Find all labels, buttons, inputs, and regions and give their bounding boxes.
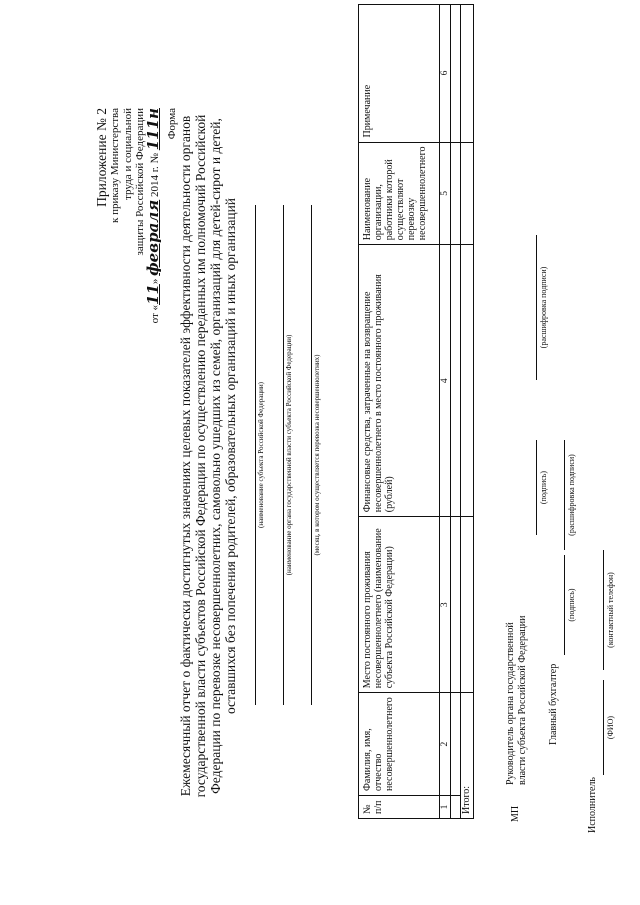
executor-label: Исполнитель [587,777,598,833]
table-row [451,4,461,818]
appendix-line-3: защиты Российской Федерации [134,108,146,256]
form-label: Форма [166,108,178,140]
accountant-label: Главный бухгалтер [548,663,559,745]
month-line [311,205,312,705]
head-decoding-line[interactable] [536,235,537,380]
appendix-block [94,108,179,368]
head-label-1: Руководитель органа государственной [505,622,516,785]
table-cell[interactable] [451,517,461,693]
accountant-signature-line[interactable] [564,555,565,655]
order-number-handwritten: 111н [143,108,162,151]
total-row [461,4,474,818]
date-day-handwritten: 11 [143,284,162,305]
column-numbers-row [440,4,451,818]
table-header-row [359,4,440,818]
subject-caption: (наименование субъекта Российской Федерации) [257,382,265,528]
date-prefix: от « [148,304,161,324]
month-caption: (месяц, в котором осуществляется перевозка несовершеннолетних) [313,354,321,556]
table-cell[interactable] [451,4,461,142]
column-number-4: 4 [440,245,451,517]
appendix-title: Приложение № 2 [94,108,109,207]
authority-caption: (наименование органа государственной власти субъекта Российской Федерации) [285,334,293,576]
header-full-name: Фамилия, имя, отчество несовершеннолетнего [359,693,440,796]
table-cell[interactable] [451,245,461,517]
table-cell[interactable] [451,693,461,796]
subject-line [255,205,256,705]
appendix-line-2: труда и социальной [121,108,134,200]
header-number: № п/п [359,796,440,819]
executor-phone-line[interactable] [603,550,604,670]
header-residence: Место постоянного проживания несовершеннолетнего (наименование субъекта Российской Федерации) [359,517,440,693]
date-mid: » [148,278,161,285]
executor-name-caption: (ФИО) [606,715,615,740]
total-label: Итого: [461,693,474,819]
column-number-5: 5 [440,142,451,245]
table-cell[interactable] [461,142,474,245]
head-label-2: власти субъекта Российской Федерации [517,615,528,785]
accountant-decoding-line[interactable] [564,440,565,550]
appendix-date-line [143,108,162,368]
head-signature-line[interactable] [536,440,537,535]
mp-stamp-label: МП [510,805,521,822]
head-signature-caption: (подпись) [539,470,548,505]
column-number-2: 2 [440,693,451,796]
table-cell[interactable] [461,245,474,517]
accountant-signature-caption: (подпись) [567,588,576,622]
appendix-line-1: к приказу Министерства [109,108,121,223]
table-cell[interactable] [451,142,461,245]
executor-phone-caption: (контактный телефон) [606,572,615,648]
table-cell[interactable] [461,517,474,693]
head-decoding-caption: (расшифровка подписи) [539,266,548,349]
column-number-3: 3 [440,517,451,693]
column-number-6: 6 [440,4,451,142]
authority-line [283,205,284,705]
header-organization: Наименование организации, работники которой осуществляют перевозку несовершеннолетнего [359,142,440,245]
executor-name-line[interactable] [603,680,604,775]
date-year: 2014 г. № [148,153,161,198]
accountant-decoding-caption: (расшифровка подписи) [567,454,576,536]
table-cell[interactable] [451,796,461,819]
date-month-handwritten: февраля [143,199,162,276]
header-note: Примечание [359,4,440,142]
report-title: Ежемесячный отчет о фактически достигнутых значениях целевых показателей эффективности деятельности органов государственной власти субъектов Российской Федерации по осуществлению переданных им полномочий Российской Федерации по перевозке несовершеннолетних, самовольно ушедших из семей, организаций для детей-сирот и детей, оставшихся без попечения родителей, образовательных организаций и иных организаций [178,114,238,798]
column-number-1: 1 [440,796,451,819]
header-funds: Финансовые средства, затраченные на возвращение несовершеннолетнего в место постоянного проживания (рублей) [359,245,440,517]
table-cell[interactable] [461,4,474,142]
report-table [358,4,474,819]
